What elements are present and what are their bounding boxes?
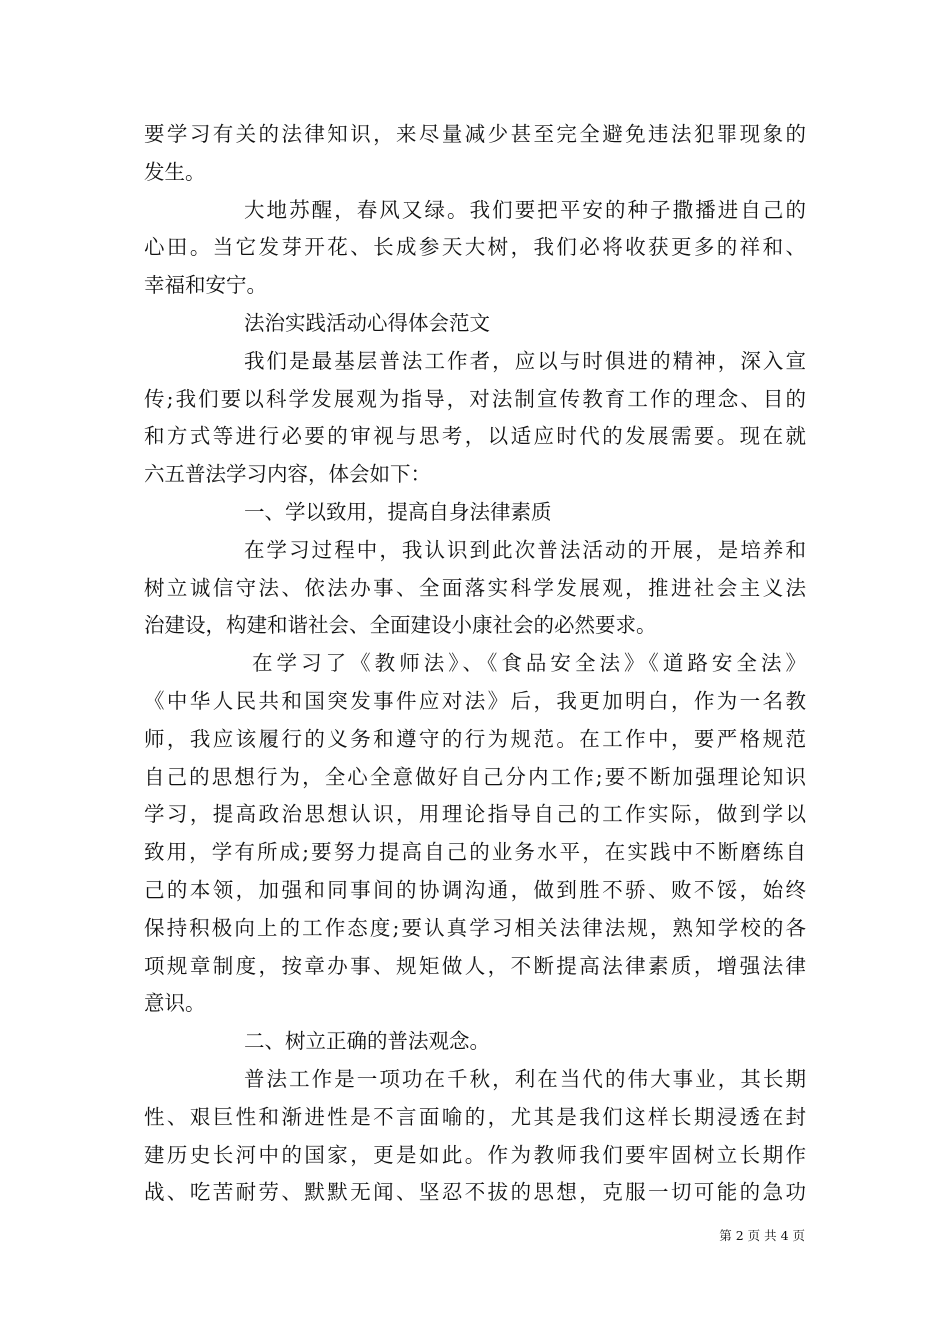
text-line: 性、艰巨性和渐进性是不言面喻的，尤其是我们这样长期浸透在封	[144, 1104, 806, 1129]
text-line: 师，我应该履行的义务和遵守的行为规范。在工作中，要严格规范	[144, 726, 806, 751]
text-line: 发生。	[144, 159, 206, 184]
text-line: 普法工作是一项功在千秋，利在当代的伟大事业，其长期	[244, 1066, 806, 1091]
text-line: 项规章制度，按章办事、规矩做人，不断提高法律素质，增强法律	[144, 953, 806, 978]
page-number: 第 2 页 共 4 页	[719, 1228, 805, 1243]
text-line: 传;我们要以科学发展观为指导，对法制宣传教育工作的理念、目的	[144, 386, 806, 411]
text-line: 战、吃苦耐劳、默默无闻、坚忍不拔的思想，克服一切可能的急功	[144, 1180, 806, 1205]
text-line: 要学习有关的法律知识，来尽量减少甚至完全避免违法犯罪现象的	[144, 122, 806, 146]
text-line: 在学习过程中，我认识到此次普法活动的开展，是培养和	[244, 537, 806, 562]
text-line: 意识。	[144, 991, 206, 1016]
text-line: 自己的思想行为，全心全意做好自己分内工作;要不断加强理论知识	[144, 764, 806, 789]
text-line: 幸福和安宁。	[144, 273, 267, 298]
text-line: 治建设，构建和谐社会、全面建设小康社会的必然要求。	[144, 613, 657, 638]
text-line: 二、树立正确的普法观念。	[244, 1029, 490, 1054]
text-line: 树立诚信守法、依法办事、全面落实科学发展观，推进社会主义法	[144, 575, 806, 600]
text-line: 心田。当它发芽开花、长成参天大树，我们必将收获更多的祥和、	[144, 235, 806, 260]
text-line: 六五普法学习内容，体会如下：	[144, 462, 431, 487]
body-text	[144, 116, 806, 1212]
text-line: 建历史长河中的国家，更是如此。作为教师我们要牢固树立长期作	[144, 1142, 806, 1167]
text-line: 大地苏醒，春风又绿。我们要把平安的种子撒播进自己的	[244, 197, 806, 222]
text-line: 己的本领，加强和同事间的协调沟通，做到胜不骄、败不馁，始终	[144, 877, 806, 902]
text-line: 学习，提高政治思想认识，用理论指导自己的工作实际，做到学以	[144, 802, 806, 827]
text-line: 《中华人民共和国突发事件应对法》后，我更加明白，作为一名教	[144, 688, 806, 713]
text-line: 和方式等进行必要的审视与思考，以适应时代的发展需要。现在就	[144, 424, 806, 449]
text-line: 法治实践活动心得体会范文	[244, 310, 490, 335]
text-line: 我们是最基层普法工作者，应以与时俱进的精神，深入宣	[244, 348, 806, 373]
text-line: 在学习了《教师法》、《食品安全法》《道路安全法》	[252, 651, 806, 676]
text-line: 一、学以致用，提高自身法律素质	[244, 499, 552, 524]
text-line: 致用，学有所成;要努力提高自己的业务水平，在实践中不断磨练自	[144, 840, 806, 865]
text-line: 保持积极向上的工作态度;要认真学习相关法律法规，熟知学校的各	[144, 915, 806, 940]
